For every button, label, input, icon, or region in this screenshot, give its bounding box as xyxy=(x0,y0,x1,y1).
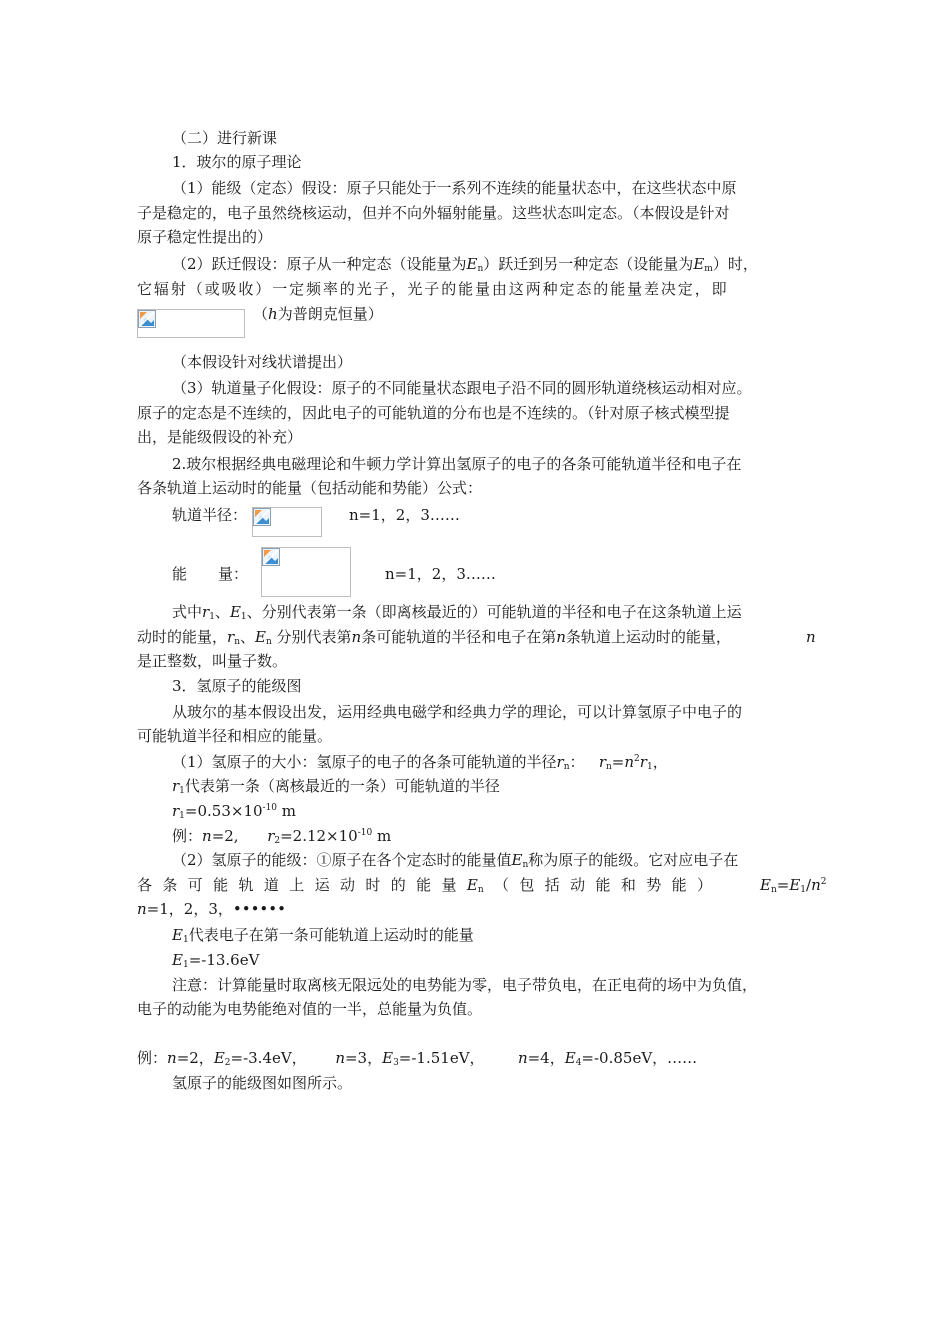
broken-image-icon xyxy=(253,508,271,526)
line-spectrum-note: （本假设针对线状谱提出） xyxy=(172,353,353,371)
section-2-line2: 各条轨道上运动时的能量（包括动能和势能）公式： xyxy=(137,479,483,497)
para-energy-level-line2: 子是稳定的，电子虽然绕核运动，但并不向外辐射能量。这些状态叫定态。（本假设是针对 xyxy=(137,204,730,222)
note-line1: 注意：计算能量时取离核无限远处的电势能为零，电子带负电，在正电荷的场中为负值， xyxy=(172,976,758,994)
para-orbit-quantization-line3: 出，是能级假设的补充） xyxy=(137,428,303,446)
planck-constant-note: （h为普朗克恒量） xyxy=(253,305,383,323)
energy-label-char2: 量： xyxy=(218,565,249,583)
formula-photon-energy-image xyxy=(137,309,245,338)
symbol-description-line2: 动时的能量，$r_n$、$E_n$ 分别代表第n条可能轨道的半径和电子在第n条轨道上运动时的能量， xyxy=(137,628,731,647)
energy-formula-image xyxy=(261,547,351,597)
r1-description: $r_1$代表第一条（离核最近的一条）可能轨道的半径 xyxy=(172,777,500,796)
r1-value: $r_1=0.53\times 10^{-10}$ m xyxy=(172,802,297,821)
symbol-description-line3: 是正整数，叫量子数。 xyxy=(137,652,288,670)
energy-formula-inline: $E_n=E_1/n^2$ xyxy=(760,876,827,895)
para-orbit-quantization-line1: （3）轨道量子化假设：原子的不同能量状态跟电子沿不同的圆形轨道绕核运动相对应。 xyxy=(172,379,752,397)
energy-level-line2: 各 条 可 能 轨 道 上 运 动 时 的 能 量 $E_n$ （ 包 括 动 能 和 势 能 ） xyxy=(137,876,712,895)
symbol-n-marker: n xyxy=(806,628,816,646)
final-line: 氢原子的能级图如图所示。 xyxy=(172,1074,353,1092)
energy-level-line1: （2）氢原子的能级：①原子在各个定态时的能量值$E_n$称为原子的能级。它对应电子在 xyxy=(172,851,739,870)
note-line2: 电子的动能为电势能绝对值的一半，总能量为负值。 xyxy=(137,1000,483,1018)
section-2-line1: 2.玻尔根据经典电磁理论和牛顿力学计算出氢原子的电子的各条可能轨道半径和电子在 xyxy=(172,455,742,473)
section-3-title: 3．氢原子的能级图 xyxy=(172,677,302,695)
para-energy-level-line3: 原子稳定性提出的） xyxy=(137,228,273,246)
para-transition-line1: （2）跃迁假设：原子从一种定态（设能量为$E_n$）跃迁到另一种定态（设能量为$E_m$）时， xyxy=(172,255,758,274)
energy-examples: 例：n=2，$E_2=-3.4eV$， n=3，$E_3=-1.51eV$， n=4，$E_4=-0.85eV$，…… xyxy=(137,1049,698,1068)
orbit-radius-label: 轨道半径： xyxy=(172,506,248,524)
symbol-description-line1: 式中$r_1$、$E_1$、分别代表第一条（即离核最近的）可能轨道的半径和电子在这条轨道上运 xyxy=(172,603,742,622)
e1-description: $E_1$代表电子在第一条可能轨道上运动时的能量 xyxy=(172,926,474,945)
r2-example: 例：n=2, $r_2=2.12\times 10^{-10}$ m xyxy=(172,827,392,846)
e1-value: $E_1=-13.6eV$ xyxy=(172,951,260,970)
para-energy-level-line1: （1）能级（定态）假设：原子只能处于一系列不连续的能量状态中，在这些状态中原 xyxy=(172,179,737,197)
section-3-para-line2: 可能轨道半径和相应的能量。 xyxy=(137,727,333,745)
energy-label-char1: 能 xyxy=(172,565,188,583)
section-heading: （二）进行新课 xyxy=(172,129,278,147)
energy-n-range: n=1，2，3…… xyxy=(385,565,496,583)
hydrogen-size-line1: （1）氢原子的大小：氢原子的电子的各条可能轨道的半径$r_n$： $r_n=n^2r_1$， xyxy=(172,753,668,772)
energy-level-line3: n=1，2，3，•••••• xyxy=(137,900,286,918)
section-1-title: 1．玻尔的原子理论 xyxy=(172,153,302,171)
para-orbit-quantization-line2: 原子的定态是不连续的，因此电子的可能轨道的分布也是不连续的。（针对原子核式模型提 xyxy=(137,404,730,422)
orbit-radius-n-range: n=1，2，3…… xyxy=(349,506,460,524)
para-transition-line2: 它辐射（或吸收）一定频率的光子，光子的能量由这两种定态的能量差决定，即 xyxy=(137,280,729,298)
broken-image-icon xyxy=(262,548,280,566)
orbit-radius-formula-image xyxy=(252,507,322,537)
broken-image-icon xyxy=(138,310,156,328)
section-3-para-line1: 从玻尔的基本假设出发，运用经典电磁学和经典力学的理论，可以计算氢原子中电子的 xyxy=(172,703,743,721)
